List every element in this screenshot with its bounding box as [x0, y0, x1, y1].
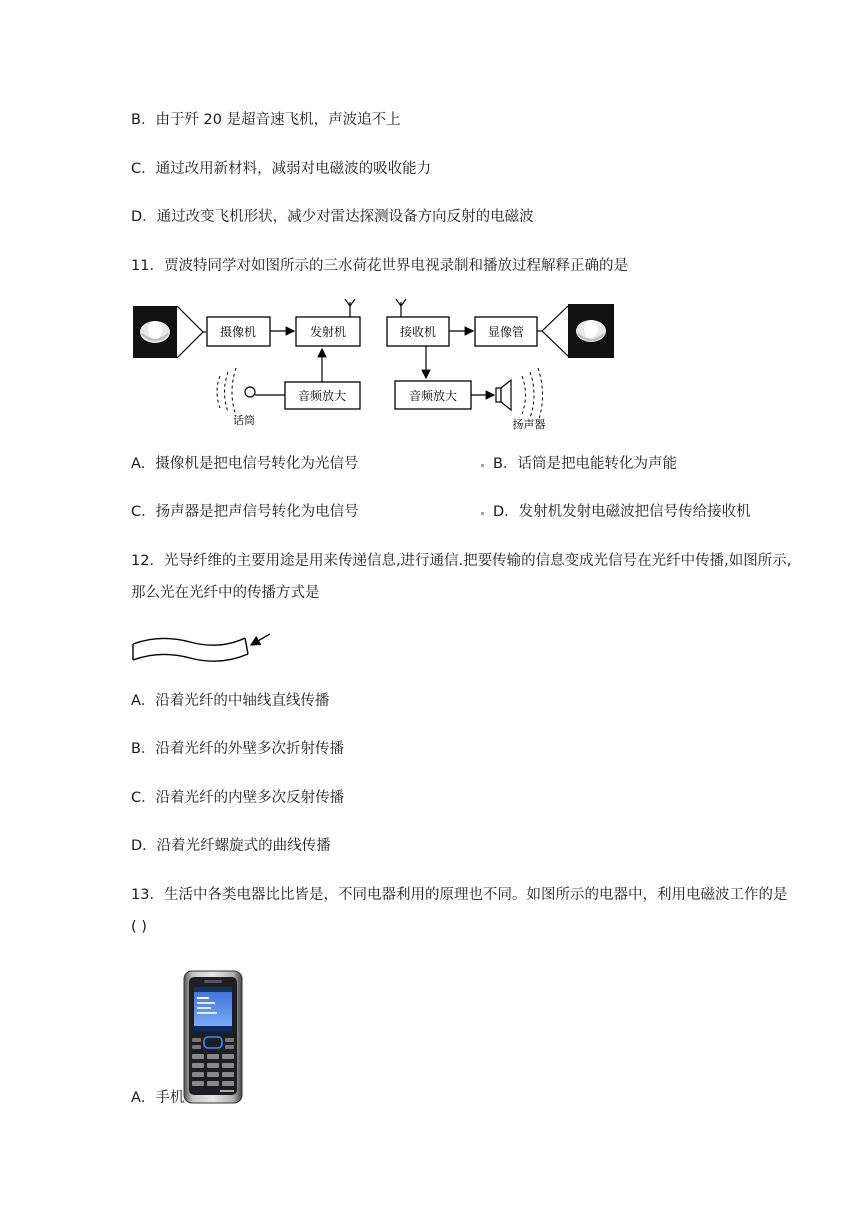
speaker-icon — [496, 368, 543, 422]
option-marker — [481, 512, 484, 515]
q11-option-a: A．摄像机是把电信号转化为光信号 — [131, 456, 359, 472]
lotus-image-left — [133, 306, 177, 358]
q12-stem-line1: 12．光导纤维的主要用途是用来传递信息,进行通信.把要传输的信息变成光信号在光纤中传播,如图所示, — [131, 553, 792, 569]
q11-option-b: B．话筒是把电能转化为声能 — [493, 456, 677, 472]
q11-stem: 11．贾波特同学对如图所示的三水荷花世界电视录制和播放过程解释正确的是 — [131, 258, 628, 274]
q12-option-d: D．沿着光纤螺旋式的曲线传播 — [131, 838, 331, 854]
speaker-label: 扬声器 — [512, 418, 546, 430]
audio-amp-left-label: 音频放大 — [297, 389, 347, 403]
audio-amp-right-label: 音频放大 — [408, 389, 458, 403]
receiver-antenna-icon — [396, 299, 406, 317]
q10-option-b: B．由于歼 20 是超音速飞机，声波追不上 — [131, 112, 401, 128]
receiver-label: 接收机 — [399, 325, 437, 339]
q13-stem-line2: ( ) — [131, 919, 147, 935]
lotus-image-right — [568, 304, 614, 358]
q12-option-b: B．沿着光纤的外壁多次折射传播 — [131, 741, 344, 757]
q11-option-d: D．发射机发射电磁波把信号传给接收机 — [493, 504, 751, 520]
microphone-icon — [217, 368, 285, 416]
q12-stem-line2: 那么光在光纤中的传播方式是 — [131, 585, 320, 601]
q13-stem-line1: 13．生活中各类电器比比皆是，不同电器利用的原理也不同。如图所示的电器中，利用电磁波工作的是 — [131, 887, 788, 903]
q11-option-c: C．扬声器是把声信号转化为电信号 — [131, 504, 359, 520]
q10-option-d: D．通过改变飞机形状，减少对雷达探测设备方向反射的电磁波 — [131, 209, 534, 225]
q10-option-c: C．通过改用新材料，减弱对电磁波的吸收能力 — [131, 161, 432, 177]
q13-option-a: A．手机 — [131, 1090, 185, 1106]
camera-label: 摄像机 — [219, 325, 257, 339]
transmitter-label: 发射机 — [309, 325, 347, 339]
tv-broadcast-diagram — [130, 296, 620, 430]
q12-option-a: A．沿着光纤的中轴线直线传播 — [131, 693, 330, 709]
microphone-label: 话筒 — [233, 414, 255, 427]
option-marker — [481, 464, 484, 467]
q12-option-c: C．沿着光纤的内壁多次反射传播 — [131, 790, 345, 806]
mobile-phone-image — [182, 969, 244, 1105]
picture-tube-label: 显像管 — [487, 325, 525, 339]
optical-fiber-figure — [130, 630, 275, 666]
transmitter-antenna-icon — [345, 299, 355, 317]
